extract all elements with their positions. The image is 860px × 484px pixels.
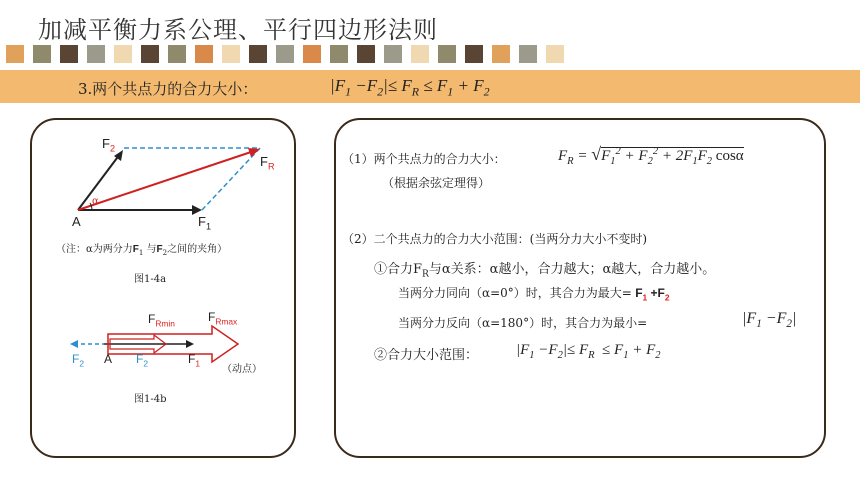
decorative-square — [519, 45, 537, 63]
point2-formula: $|F_1 -F_2|\le F_R \le F_1 + F_2$ — [516, 342, 661, 361]
decorative-square — [411, 45, 429, 63]
item1-text: （1）两个共点力的合力大小： — [342, 152, 506, 166]
label-fr: $F_R$ — [260, 154, 275, 172]
section-band — [0, 70, 860, 103]
label-f1: $F_1$ — [198, 214, 212, 232]
decorative-square — [87, 45, 105, 63]
decorative-square — [303, 45, 321, 63]
point2: ②合力大小范围： — [374, 348, 479, 363]
label-frmax: $F_{Rmax}$ — [208, 310, 238, 327]
moving-point-label: （动点） — [222, 364, 262, 375]
decorative-square — [438, 45, 456, 63]
decorative-square — [33, 45, 51, 63]
decorative-square — [492, 45, 510, 63]
decorative-square — [6, 45, 24, 63]
section-label: 3.两个共点力的合力大小： — [78, 80, 258, 98]
decorative-square — [222, 45, 240, 63]
label-a-b: A — [104, 352, 113, 366]
page-title: 加减平衡力系公理、平行四边形法则 — [38, 16, 438, 44]
decorative-square — [276, 45, 294, 63]
label-alpha: α — [92, 196, 99, 207]
decorative-square — [114, 45, 132, 63]
label-f2: $F_2$ — [102, 136, 116, 154]
point1: ①合力$F_R$与α关系：α越小，合力越大；α越大，合力越小。 — [374, 262, 716, 280]
caption-b: 图1-4b — [134, 394, 167, 405]
decorative-square — [465, 45, 483, 63]
decorative-square — [330, 45, 348, 63]
figure-panel — [30, 118, 296, 458]
label-frmin: $F_{Rmin}$ — [148, 312, 175, 329]
decorative-square — [168, 45, 186, 63]
decorative-squares — [6, 45, 573, 63]
decorative-square — [195, 45, 213, 63]
angle-note: （注：α为两分力$F_1$ 与$F_2$之间的夹角） — [56, 244, 228, 257]
label-a: A — [72, 214, 81, 229]
explanation-panel — [334, 118, 826, 458]
same-direction-text: 当两分力同向（α=0°）时，其合力为最大= $F_1 +F_2$ — [398, 286, 670, 303]
item2-text: （2）二个共点力的合力大小范围：(当两分力大小不变时) — [342, 232, 648, 246]
figure-a-diagram — [32, 120, 294, 456]
opposite-direction-text: 当两分力反向（α=180°）时，其合力为最小= — [398, 316, 648, 330]
caption-a: 图1-4a — [134, 274, 167, 285]
section-formula: $|F_1 -F_2|\le F_R \le F_1 + F_2$ — [330, 76, 490, 99]
decorative-square — [384, 45, 402, 63]
label-f2-left: $F_2$ — [72, 352, 85, 369]
decorative-square — [249, 45, 267, 63]
decorative-square — [357, 45, 375, 63]
label-f2-mid: $F_2$ — [136, 352, 149, 369]
decorative-square — [60, 45, 78, 63]
item1-formula: $F_R = √F_1^2 + F_2^2 + 2F_1F_2$ cosα — [558, 144, 744, 167]
decorative-square — [546, 45, 564, 63]
decorative-square — [141, 45, 159, 63]
item1-note: （根据余弦定理得） — [382, 176, 491, 190]
opposite-direction-formula: $|F_1 -F_2|$ — [742, 310, 797, 331]
label-f1-b: $F_1$ — [188, 352, 201, 369]
